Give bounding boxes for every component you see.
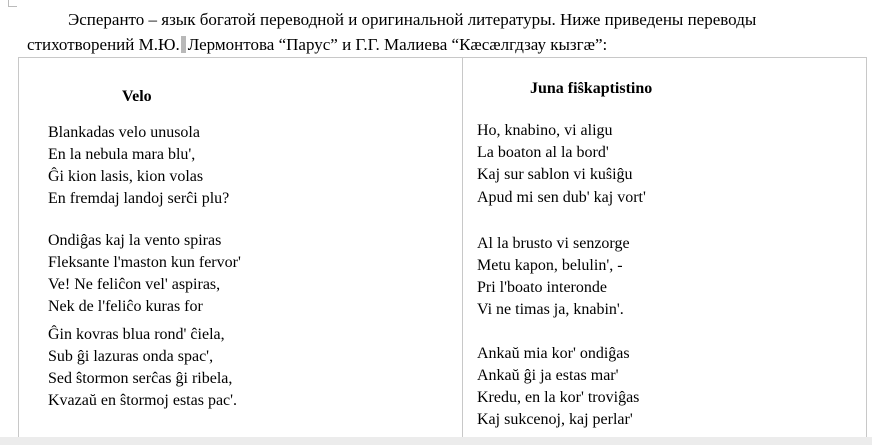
left-poem-title: Velo <box>122 88 152 105</box>
poem-line: Ĝi kion lasis, kion volas <box>48 168 204 185</box>
intro-line-2 <box>27 35 607 55</box>
page-corner-mark <box>8 0 17 7</box>
poem-line: Ondiĝas kaj la vento spiras <box>48 232 222 249</box>
poem-line: Vi ne timas ja, knabin'. <box>477 301 624 318</box>
poem-line: Fleksante l'maston kun fervor' <box>48 254 241 271</box>
poem-line: Kaj sukcenoj, kaj perlar' <box>477 411 633 428</box>
poem-line: Ho, knabino, vi aligu <box>477 122 613 139</box>
poem-line: Metu kapon, belulin', - <box>477 257 623 274</box>
poem-line: Ve! Ne feliĉon vel' aspiras, <box>48 276 221 293</box>
poem-line: Pri l'boato interonde <box>477 279 607 296</box>
poem-line: Al la brusto vi senzorge <box>477 235 630 252</box>
poem-line: Nek de l'feliĉo kuras for <box>48 298 203 315</box>
page-bottom-edge <box>0 437 872 445</box>
poem-line: En fremdaj landoj serĉi plu? <box>48 190 230 207</box>
right-poem-title: Juna fiŝkaptistino <box>530 80 653 97</box>
poem-line: Ankaŭ ĝi ja estas mar' <box>477 367 619 384</box>
poem-line: Kvazaŭ en ŝtormoj estas pac'. <box>48 392 238 409</box>
poem-line: Blankadas velo unusola <box>48 124 200 141</box>
intro-line-1: Эсперанто – язык богатой переводной и оригинальной литературы. Ниже приведены переводы <box>68 10 757 29</box>
column-divider <box>462 57 463 437</box>
poem-line: Kredu, en la kor' troviĝas <box>477 389 640 406</box>
poem-line: Ĝin kovras blua rond' ĉiela, <box>48 326 225 343</box>
poem-line: Sub ĝi lazuras onda spac', <box>48 348 214 365</box>
poem-line: Apud mi sen dub' kaj vort' <box>477 189 646 206</box>
poem-line: Sed ŝtormon serĉas ĝi ribela, <box>48 370 233 387</box>
poem-line: Ankaŭ mia kor' ondiĝas <box>477 345 630 362</box>
text-cursor <box>181 36 186 53</box>
poem-line: En la nebula mara blu', <box>48 146 196 163</box>
poem-line: La boaton al la bord' <box>477 144 609 161</box>
intro-line-2-start: стихотворений М.Ю. <box>27 35 180 54</box>
poem-line: Kaj sur sablon vi kuŝiĝu <box>477 166 633 183</box>
intro-line-2-end: Лермонтова “Парус” и Г.Г. Малиева “Кæсæлгдзау кызгæ”: <box>187 35 608 54</box>
